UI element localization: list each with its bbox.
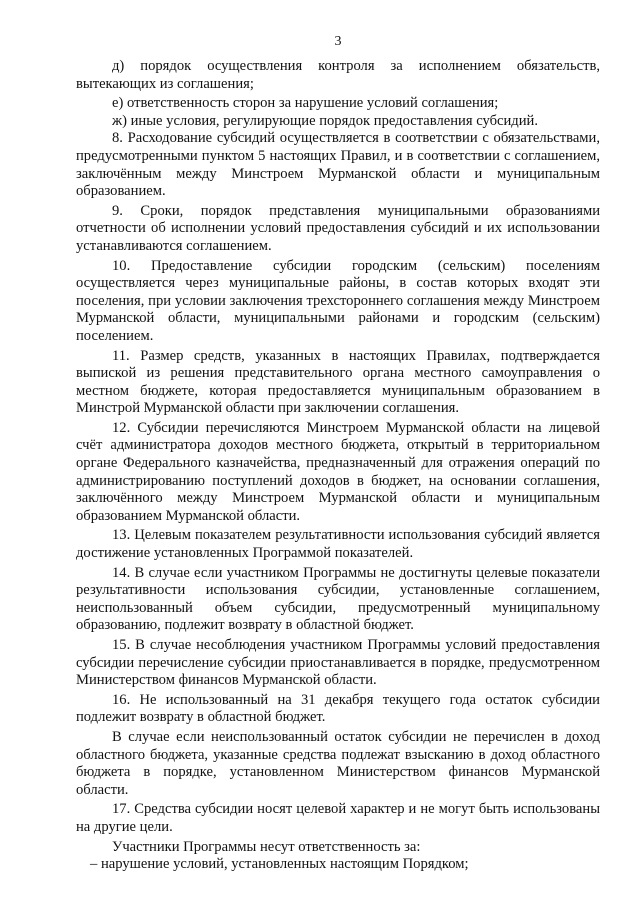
paragraph-clause-14: 14. В случае если участником Программы не достигнуты целевые показатели результативности использования субсидии, установленные соглашением, неиспользованный объем субсидии, предусмотренный муниципальному образованию, подлежит возврату в областной бюджет. [76, 564, 600, 634]
paragraph-clause-13: 13. Целевым показателем результативности использования субсидий является достижение установленных Программой показателей. [76, 527, 600, 562]
paragraph-clause-16: 16. Не использованный на 31 декабря текущего года остаток субсидии подлежит возврату в областной бюджет. [76, 691, 600, 726]
paragraph-clause-9: 9. Сроки, порядок представления муниципальными образованиями отчетности об исполнении условий предоставления субсидий и их использовании устанавливаются соглашением. [76, 202, 600, 254]
paragraph-clause-16-continued: В случае если неиспользованный остаток субсидии не перечислен в доход областного бюджета, указанные средства подлежат взысканию в доход областного бюджета в порядке, установленном Министерством финансов Мурманской области. [76, 728, 600, 798]
paragraph-responsibility-bullet: – нарушение условий, установленных настоящим Порядком; [90, 856, 469, 873]
paragraph-item-d: д) порядок осуществления контроля за исполнением обязательств, вытекающих из соглашения; [76, 58, 600, 92]
paragraph-clause-11: 11. Размер средств, указанных в настоящих Правилах, подтверждается выпиской из решения представительного органа местного самоуправления о местном бюджете, которая предоставляется муниципальным образованием в Минстрой Мурманской области при заключении соглашения. [76, 347, 600, 417]
paragraph-clause-12: 12. Субсидии перечисляются Минстроем Мурманской области на лицевой счёт администратора доходов местного бюджета, открытый в территориальном органе Федерального казначейства, предназначенный для отражения операций по администрированию поступлений доходов в бюджет, на основании соглашения, заключённого между Минстроем Мурманской области и муниципальным образованием Мурманской области. [76, 419, 600, 524]
paragraph-clause-15: 15. В случае несоблюдения участником Программы условий предоставления субсидии перечисление субсидии приостанавливается в порядке, предусмотренном Министерством финансов Мурманской области. [76, 637, 600, 689]
paragraph-clause-17: 17. Средства субсидии носят целевой характер и не могут быть использованы на другие цели. [76, 801, 600, 835]
page-number: 3 [334, 34, 342, 49]
paragraph-clause-10: 10. Предоставление субсидии городским (сельским) поселениям осуществляется через муниципальные районы, в состав которых входят эти поселения, при условии заключения трехстороннего соглашения между Минстроем Мурманской области, муниципальными районами и городским (сельским) поселением. [76, 257, 600, 344]
paragraph-clause-8: 8. Расходование субсидий осуществляется в соответствии с обязательствами, предусмотренными пунктом 5 настоящих Правил, и в соответствии с соглашением, заключённым между Минстроем Мурманской области и муниципальным образованием. [76, 130, 600, 200]
paragraph-item-e: е) ответственность сторон за нарушение условий соглашения; [112, 95, 499, 112]
paragraph-responsibility-intro: Участники Программы несут ответственность за: [112, 838, 421, 855]
paragraph-item-zh: ж) иные условия, регулирующие порядок предоставления субсидий. [112, 112, 538, 129]
